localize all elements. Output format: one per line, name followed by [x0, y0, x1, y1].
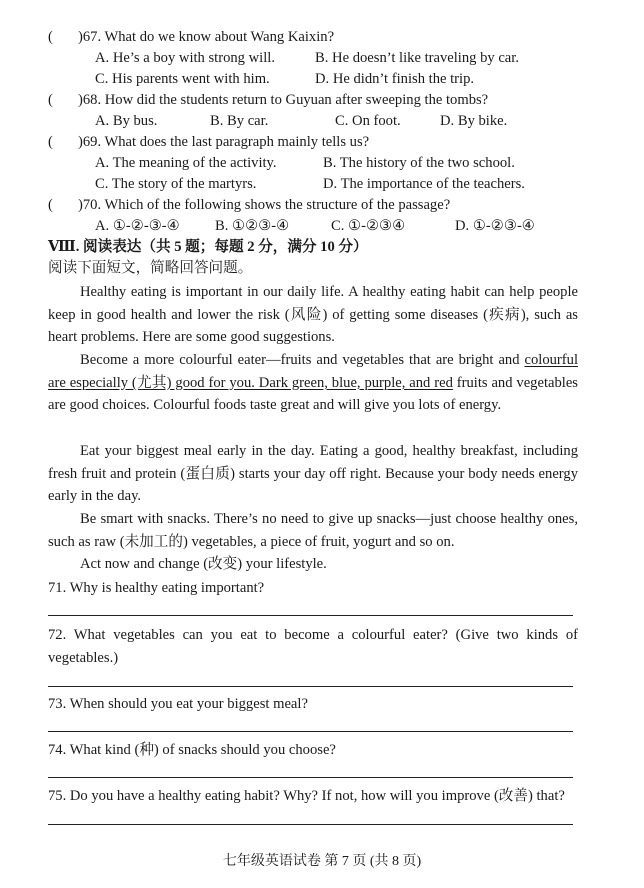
option-c[interactable]: C. On foot. — [335, 113, 401, 129]
option-d[interactable]: D. The importance of the teachers. — [323, 176, 525, 192]
option-d[interactable]: D. ①-②③-④ — [455, 218, 535, 234]
option-c[interactable]: C. ①-②③④ — [331, 218, 406, 234]
passage-paragraph-1 — [48, 281, 578, 349]
option-d[interactable]: D. By bike. — [440, 113, 508, 129]
paragraph-text: fruits and vegetables are good choices. Colourful foods taste great and will give you lots of energy. — [48, 374, 578, 414]
option-a[interactable]: A. He’s a boy with strong will. — [95, 50, 275, 66]
options-69-cd — [95, 174, 575, 195]
answer-paren[interactable]: ( — [48, 29, 53, 45]
question-71: 71. Why is healthy eating important? — [48, 580, 265, 596]
question-stem: )70. Which of the following shows the structure of the passage? — [78, 197, 451, 213]
passage-paragraph-3 — [48, 440, 578, 508]
paragraph-text: Become a more colourful eater—fruits and vegetables that are bright and — [80, 352, 525, 368]
option-a[interactable]: A. ①-②-③-④ — [95, 218, 180, 234]
option-b[interactable]: B. The history of the two school. — [323, 155, 515, 171]
option-a[interactable]: A. By bus. — [95, 113, 158, 129]
question-67 — [48, 27, 578, 48]
passage-paragraph-4 — [48, 508, 578, 553]
passage-paragraph-2 — [48, 349, 578, 417]
option-d[interactable]: D. He didn’t finish the trip. — [315, 71, 475, 87]
answer-paren[interactable]: ( — [48, 92, 53, 108]
question-72: 72. What vegetables can you eat to become a colourful eater? (Give two kinds of vegetables.) — [48, 627, 578, 666]
paragraph-text: Eat your biggest meal early in the day. Eating a good, healthy breakfast, including fresh fruit and protein (蛋白质) starts your day off right. Because your body needs energy early in the day. — [48, 443, 578, 505]
answer-line-72[interactable] — [48, 686, 573, 687]
paragraph-text: Act now and change (改变) your lifestyle. — [80, 556, 327, 572]
answer-paren[interactable]: ( — [48, 134, 53, 150]
page-footer: 七年级英语试卷 第 7 页 (共 8 页) — [222, 854, 422, 869]
option-b[interactable]: B. He doesn’t like traveling by car. — [315, 50, 519, 66]
option-c[interactable]: C. The story of the martyrs. — [95, 176, 257, 192]
underlined-text: colourful are especially (尤其) good for you. Dark green, blue, purple, and red — [48, 352, 578, 391]
question-75: 75. Do you have a healthy eating habit? Why? If not, how will you improve (改善) that? — [48, 788, 565, 804]
passage-paragraph-5 — [48, 553, 578, 576]
option-b[interactable]: B. ①②③-④ — [215, 218, 290, 234]
answer-line-71[interactable] — [48, 615, 573, 616]
option-a[interactable]: A. The meaning of the activity. — [95, 155, 277, 171]
options-67 — [95, 48, 575, 69]
question-stem: )69. What does the last paragraph mainly tells us? — [78, 134, 370, 150]
question-stem: )67. What do we know about Wang Kaixin? — [78, 29, 335, 45]
paragraph-text: Healthy eating is important in our daily life. A healthy eating habit can help people keep in good health and lower the risk (风险) of getting some diseases (疾病), such as heart problems. Here are some good suggestions. — [48, 284, 578, 346]
section-instruction: 阅读下面短文，简略回答问题。 — [48, 260, 253, 276]
answer-paren[interactable]: ( — [48, 197, 53, 213]
options-67-cd — [95, 69, 575, 90]
options-69-ab — [95, 153, 575, 174]
answer-line-75[interactable] — [48, 824, 573, 825]
options-70 — [95, 216, 575, 237]
paragraph-text: Be smart with snacks. There’s no need to give up snacks—just choose healthy ones, such as raw (未加工的) vegetables, a piece of fruit, yogurt and so on. — [48, 511, 578, 550]
options-68 — [95, 111, 575, 132]
answer-line-73[interactable] — [48, 731, 573, 732]
question-68 — [48, 90, 578, 111]
section-title: Ⅷ. 阅读表达（共 5 题；每题 2 分，满分 10 分） — [48, 239, 368, 255]
answer-line-74[interactable] — [48, 777, 573, 778]
option-b[interactable]: B. By car. — [210, 113, 269, 129]
option-c[interactable]: C. His parents went with him. — [95, 71, 270, 87]
question-74: 74. What kind (种) of snacks should you choose? — [48, 742, 336, 758]
question-69 — [48, 132, 578, 153]
question-73: 73. When should you eat your biggest meal? — [48, 696, 308, 712]
question-70 — [48, 195, 578, 216]
question-stem: )68. How did the students return to Guyuan after sweeping the tombs? — [78, 92, 489, 108]
